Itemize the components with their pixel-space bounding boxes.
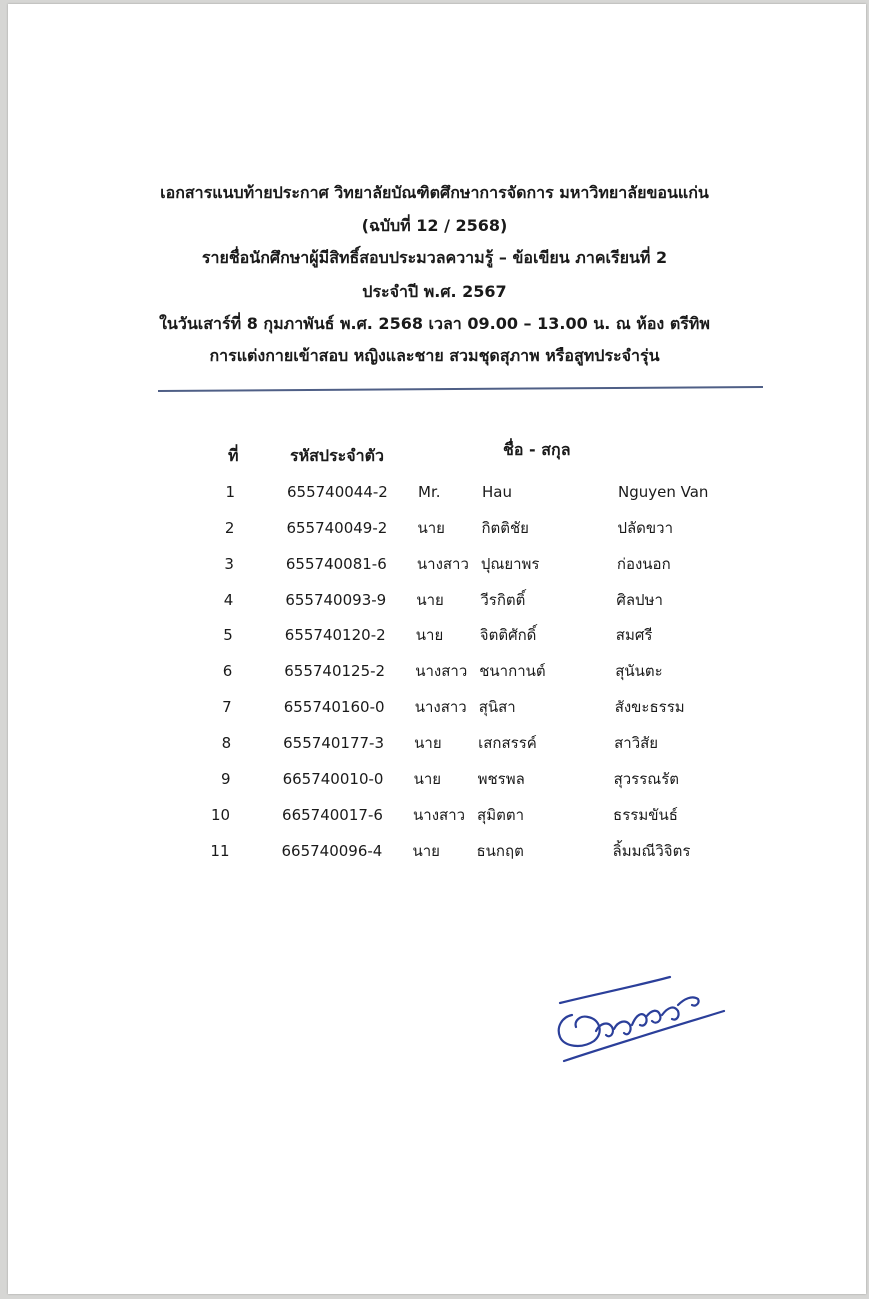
row-last-name: ปลัดขวา bbox=[617, 518, 673, 537]
signature-icon bbox=[552, 965, 732, 1070]
row-first-name: สุนิสา bbox=[478, 698, 516, 717]
row-title: นางสาว bbox=[413, 805, 466, 824]
row-number: 7 bbox=[222, 698, 232, 717]
row-number: 8 bbox=[221, 733, 232, 752]
row-student-id: 655740049-2 bbox=[286, 518, 388, 537]
row-first-name: ชนากานต์ bbox=[479, 662, 546, 681]
row-first-name: สุมิตตา bbox=[477, 805, 524, 824]
row-number: 9 bbox=[221, 769, 231, 788]
column-header-name: ชื่อ - สกุล bbox=[503, 440, 571, 459]
row-number: 2 bbox=[224, 518, 235, 537]
row-number: 5 bbox=[223, 626, 233, 645]
row-number: 6 bbox=[222, 662, 233, 681]
row-title: นาย bbox=[413, 769, 442, 788]
row-number: 4 bbox=[223, 590, 234, 609]
row-number: 10 bbox=[210, 805, 231, 824]
row-first-name: จิตติศักดิ์ bbox=[479, 626, 537, 645]
heading-line-3: รายชื่อนักศึกษาผู้มีสิทธิ์สอบประมวลความรู้ – ข้อเขียน ภาคเรียนที่ 2 bbox=[201, 248, 668, 267]
row-last-name: สาวิสัย bbox=[614, 733, 659, 752]
row-number: 1 bbox=[225, 483, 235, 501]
row-last-name: สุวรรณรัต bbox=[613, 769, 679, 788]
row-first-name: เสกสรรค์ bbox=[478, 733, 537, 752]
row-student-id: 655740125-2 bbox=[284, 662, 386, 681]
row-student-id: 655740177-3 bbox=[283, 733, 384, 752]
column-header-student-id: รหัสประจำตัว bbox=[290, 446, 384, 465]
row-last-name: ลิ้มมณีวิจิตร bbox=[612, 841, 691, 860]
row-title: นางสาว bbox=[416, 554, 469, 573]
column-header-no: ที่ bbox=[228, 446, 239, 465]
row-last-name: Nguyen Van bbox=[618, 483, 709, 501]
heading-line-5: ในวันเสาร์ที่ 8 กุมภาพันธ์ พ.ศ. 2568 เวลา 09.00 – 13.00 น. ณ ห้อง ตรีทิพ bbox=[159, 314, 710, 333]
row-last-name: ธรรมขันธ์ bbox=[613, 805, 678, 824]
row-student-id: 655740120-2 bbox=[284, 626, 386, 645]
row-last-name: สมศรี bbox=[615, 626, 653, 645]
row-student-id: 655740044-2 bbox=[287, 483, 388, 501]
row-title: นางสาว bbox=[414, 698, 467, 717]
heading-line-6: การแต่งกายเข้าสอบ หญิงและชาย สวมชุดสุภาพ หรือสูทประจำรุ่น bbox=[209, 346, 660, 365]
row-title: นาย bbox=[417, 518, 445, 537]
row-student-id: 665740096-4 bbox=[281, 841, 383, 860]
row-title: นางสาว bbox=[415, 662, 468, 681]
row-title: นาย bbox=[416, 590, 444, 609]
row-first-name: ปุณยาพร bbox=[480, 554, 540, 573]
row-last-name: ศิลปษา bbox=[616, 590, 663, 609]
row-number: 3 bbox=[224, 554, 234, 573]
row-title: นาย bbox=[414, 733, 442, 752]
row-last-name: สุนันตะ bbox=[615, 662, 663, 681]
row-title: Mr. bbox=[418, 483, 441, 501]
heading-line-4: ประจำปี พ.ศ. 2567 bbox=[362, 282, 507, 301]
heading-line-2: (ฉบับที่ 12 / 2568) bbox=[361, 216, 508, 235]
row-number: 11 bbox=[210, 841, 230, 860]
row-first-name: Hau bbox=[482, 483, 512, 501]
row-last-name: ก่องนอก bbox=[616, 554, 671, 573]
row-title: นาย bbox=[415, 626, 444, 645]
row-first-name: พชรพล bbox=[477, 769, 525, 788]
heading-line-1: เอกสารแนบท้ายประกาศ วิทยาลัยบัณฑิตศึกษาการจัดการ มหาวิทยาลัยขอนแก่น bbox=[160, 183, 709, 202]
row-title: นาย bbox=[412, 841, 440, 860]
row-student-id: 655740160-0 bbox=[283, 698, 385, 717]
row-first-name: กิตติชัย bbox=[481, 518, 529, 537]
row-student-id: 655740081-6 bbox=[285, 554, 387, 573]
row-student-id: 655740093-9 bbox=[285, 590, 387, 609]
row-student-id: 665740017-6 bbox=[282, 805, 383, 824]
row-student-id: 665740010-0 bbox=[282, 769, 384, 788]
row-first-name: ธนกฤต bbox=[476, 841, 524, 860]
row-last-name: สังขะธรรม bbox=[614, 698, 685, 717]
row-first-name: วีรกิตติ์ bbox=[480, 590, 526, 609]
